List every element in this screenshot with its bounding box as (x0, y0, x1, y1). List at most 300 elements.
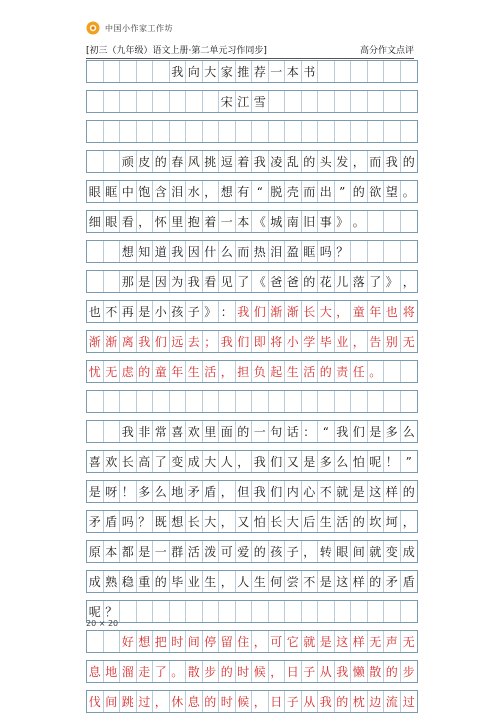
grid-cell: 因 (153, 271, 170, 292)
grid-cell: 大 (203, 61, 220, 82)
grid-cell: 生 (186, 361, 203, 382)
grid-cell (87, 241, 104, 262)
grid-cell: 们 (153, 331, 170, 352)
grid-cell: 的 (203, 691, 220, 712)
grid-cell: ： (219, 301, 236, 322)
grid-cell: 们 (269, 451, 286, 472)
grid-cell: 而 (302, 181, 319, 202)
grid-cell: 头 (318, 151, 335, 172)
grid-cell: 变 (170, 451, 187, 472)
grid-row (86, 450, 418, 473)
grid-cell: 矛 (87, 511, 104, 532)
grid-cell: 从 (302, 691, 319, 712)
grid-row (86, 180, 418, 203)
grid-cell: 的 (236, 421, 253, 442)
grid-cell: 脱 (269, 181, 286, 202)
grid-cell: 成 (87, 571, 104, 592)
grid-cell: 边 (368, 691, 385, 712)
grid-cell: 着 (203, 211, 220, 232)
grid-cell: 好 (120, 631, 137, 652)
grid-cell: 声 (384, 631, 401, 652)
grid-cell: 逗 (219, 151, 236, 172)
grid-cell: 都 (120, 541, 137, 562)
grid-cell: 一 (269, 61, 286, 82)
header-left: [初三（九年级）语文上册·第二单元习作同步] (86, 45, 267, 56)
grid-cell: 着 (236, 151, 253, 172)
grid-cell: 那 (120, 271, 137, 292)
grid-cell (368, 61, 385, 82)
grid-cell: 长 (120, 451, 137, 472)
grid-cell: 地 (170, 481, 187, 502)
grid-cell: 而 (236, 241, 253, 262)
grid-cell: 是 (87, 481, 104, 502)
grid-cell: 而 (368, 151, 385, 172)
grid-row (86, 120, 418, 143)
grid-cell: 壳 (285, 181, 302, 202)
grid-cell (318, 91, 335, 112)
grid-cell: ， (302, 541, 319, 562)
grid-cell: 学 (302, 331, 319, 352)
grid-cell: 》 (384, 271, 401, 292)
grid-cell (318, 601, 335, 622)
grid-cell (285, 391, 302, 412)
grid-cell: 什 (203, 241, 220, 262)
grid-cell (401, 391, 418, 412)
grid-cell: 就 (368, 541, 385, 562)
grid-cell: 了 (153, 451, 170, 472)
grid-cell: 见 (219, 271, 236, 292)
grid-cell: ， (219, 571, 236, 592)
grid-cell: 心 (302, 481, 319, 502)
grid-cell: 长 (302, 301, 319, 322)
grid-cell (384, 391, 401, 412)
grid-cell: 为 (170, 271, 187, 292)
grid-cell: ， (153, 691, 170, 712)
grid-cell: 我 (252, 151, 269, 172)
grid-cell: 想 (137, 631, 154, 652)
grid-cell (153, 121, 170, 142)
grid-cell (302, 391, 319, 412)
grid-cell: 一 (252, 421, 269, 442)
grid-row (86, 510, 418, 533)
grid-cell: 盾 (402, 575, 415, 589)
grid-cell: 多 (384, 421, 401, 442)
grid-cell (351, 121, 368, 142)
grid-cell: 我 (335, 421, 352, 442)
grid-cell: 可 (219, 541, 236, 562)
grid-cell: ？ (137, 511, 154, 532)
grid-cell: 是 (137, 301, 154, 322)
grid-row (86, 360, 418, 383)
grid-cell (318, 121, 335, 142)
grid-cell: 有 (236, 181, 253, 202)
grid-cell (137, 391, 154, 412)
grid-cell: 爸 (269, 271, 286, 292)
grid-cell (186, 121, 203, 142)
grid-cell (87, 271, 104, 292)
grid-cell: 就 (302, 631, 319, 652)
grid-row (86, 90, 418, 113)
grid-cell: ？ (104, 601, 121, 622)
grid-cell: 候 (252, 661, 269, 682)
grid-cell: 过 (402, 695, 415, 709)
grid-cell: 凌 (269, 151, 286, 172)
grid-cell (252, 391, 269, 412)
grid-cell (137, 121, 154, 142)
grid-cell: 责 (335, 361, 352, 382)
grid-cell (87, 121, 104, 142)
grid-cell (236, 601, 253, 622)
grid-cell: ！ (120, 481, 137, 502)
grid-cell: 风 (186, 151, 203, 172)
grid-cell: 的 (351, 511, 368, 532)
grid-cell (137, 61, 154, 82)
grid-cell: 毕 (170, 571, 187, 592)
grid-cell: ， (219, 361, 236, 382)
grid-cell: 皮 (137, 151, 154, 172)
grid-cell: 《 (252, 211, 269, 232)
grid-cell: 无 (368, 631, 385, 652)
grid-cell (269, 601, 286, 622)
grid-cell (120, 91, 137, 112)
grid-cell (137, 91, 154, 112)
grid-cell: 间 (104, 691, 121, 712)
grid-cell: 么 (402, 425, 415, 439)
grid-cell: 眶 (302, 241, 319, 262)
grid-cell: 无 (104, 361, 121, 382)
grid-cell: 转 (318, 541, 335, 562)
grid-cell: 里 (170, 211, 187, 232)
grid-cell (269, 121, 286, 142)
grid-cell (203, 121, 220, 142)
grid-row (86, 240, 418, 263)
grid-cell: 雪 (252, 91, 269, 112)
grid-cell: 业 (335, 331, 352, 352)
grid-cell: 看 (120, 211, 137, 232)
grid-cell: ， (269, 661, 286, 682)
grid-cell (401, 61, 418, 82)
grid-cell: 年 (368, 301, 385, 322)
grid-cell: 多 (137, 481, 154, 502)
grid-cell: 枕 (351, 691, 368, 712)
grid-cell: 顽 (120, 151, 137, 172)
grid-cell: 怕 (252, 511, 269, 532)
grid-cell: ， (252, 631, 269, 652)
grid-cell: 宋 (219, 91, 236, 112)
grid-cell: 子 (285, 691, 302, 712)
grid-cell (219, 601, 236, 622)
grid-cell (351, 241, 368, 262)
grid-cell: 含 (153, 181, 170, 202)
grid-cell: 的 (402, 155, 415, 169)
grid-cell: 息 (87, 661, 104, 682)
grid-cell: 样 (351, 571, 368, 592)
grid-cell: 的 (351, 181, 368, 202)
grid-cell: 是 (318, 571, 335, 592)
grid-cell: 泪 (269, 241, 286, 262)
grid-cell: ！ (384, 451, 401, 472)
grid-cell: 荐 (252, 61, 269, 82)
grid-cell: 孩 (170, 301, 187, 322)
grid-cell: 流 (384, 691, 401, 712)
grid-cell: 的 (318, 361, 335, 382)
grid-cell (318, 61, 335, 82)
grid-cell (104, 241, 121, 262)
grid-cell: 我 (186, 271, 203, 292)
grid-cell: 日 (269, 691, 286, 712)
grid-cell: 这 (335, 571, 352, 592)
grid-row (86, 390, 418, 413)
grid-cell: 喜 (87, 451, 104, 472)
grid-cell (368, 121, 385, 142)
grid-cell: 远 (170, 331, 187, 352)
grid-cell: 们 (351, 421, 368, 442)
grid-cell: 也 (384, 301, 401, 322)
grid-cell: ” (335, 181, 352, 202)
grid-cell: 道 (153, 241, 170, 262)
grid-cell (104, 271, 121, 292)
grid-cell: 年 (170, 361, 187, 382)
grid-cell: 眼 (335, 541, 352, 562)
grid-cell: 忧 (87, 361, 104, 382)
grid-cell: 出 (318, 181, 335, 202)
grid-row (86, 210, 418, 233)
grid-cell: ， (402, 275, 415, 289)
grid-cell: 任 (351, 361, 368, 382)
grid-cell: 我 (252, 451, 269, 472)
grid-cell: 爱 (236, 541, 253, 562)
grid-cell: 息 (186, 691, 203, 712)
grid-cell: 高 (137, 451, 154, 472)
grid-cell: 子 (186, 301, 203, 322)
grid-cell: 面 (219, 421, 236, 442)
header-rule (86, 58, 414, 59)
grid-cell (384, 91, 401, 112)
grid-cell: 童 (153, 361, 170, 382)
grid-cell (170, 121, 187, 142)
grid-cell: 城 (269, 211, 286, 232)
grid-row (86, 690, 418, 713)
grid-cell: 生 (252, 571, 269, 592)
grid-cell: 大 (203, 451, 220, 472)
grid-row (86, 150, 418, 173)
grid-cell: 成 (402, 545, 415, 559)
grid-cell: 是 (368, 421, 385, 442)
grid-cell (302, 121, 319, 142)
grid-cell: 盾 (203, 481, 220, 502)
grid-cell: 书 (302, 61, 319, 82)
grid-cell: 是 (302, 451, 319, 472)
grid-cell: 子 (302, 661, 319, 682)
grid-cell: 童 (351, 301, 368, 322)
grid-cell: 候 (236, 691, 253, 712)
grid-cell: ， (236, 451, 253, 472)
grid-cell: 因 (186, 241, 203, 262)
grid-cell: 么 (219, 241, 236, 262)
grid-cell: 间 (186, 631, 203, 652)
grid-cell (252, 601, 269, 622)
grid-cell: 中 (120, 181, 137, 202)
grid-cell: 盈 (285, 241, 302, 262)
grid-cell (368, 211, 385, 232)
grid-cell: 走 (137, 661, 154, 682)
grid-cell (203, 391, 220, 412)
grid-cell: 是 (351, 481, 368, 502)
grid-cell: 将 (402, 305, 415, 319)
grid-cell: 坷 (384, 511, 401, 532)
grid-cell: 本 (104, 541, 121, 562)
grid-cell: 又 (236, 511, 253, 532)
grid-cell (302, 91, 319, 112)
grid-cell: 热 (252, 241, 269, 262)
grid-cell: ， (351, 151, 368, 172)
grid-cell: 花 (318, 271, 335, 292)
grid-cell: 儿 (335, 271, 352, 292)
grid-cell: 话 (285, 421, 302, 442)
grid-cell (368, 601, 385, 622)
grid-cell: 望 (384, 181, 401, 202)
grid-cell: 我 (170, 61, 187, 82)
grid-cell: 别 (384, 331, 401, 352)
grid-cell (384, 121, 401, 142)
grid-cell: 春 (170, 151, 187, 172)
grid-cell: 但 (236, 481, 253, 502)
grid-cell: 想 (170, 511, 187, 532)
grid-cell: 。 (402, 185, 415, 199)
grid-cell: 即 (252, 331, 269, 352)
grid-cell: 了 (236, 271, 253, 292)
grid-cell (368, 241, 385, 262)
grid-cell (104, 151, 121, 172)
grid-cell: 》 (335, 211, 352, 232)
grid-cell (104, 61, 121, 82)
grid-cell: 本 (236, 211, 253, 232)
grid-cell: 样 (351, 631, 368, 652)
grid-cell: 变 (384, 541, 401, 562)
grid-cell: 内 (285, 481, 302, 502)
grid-cell: 时 (219, 691, 236, 712)
grid-cell: 的 (302, 151, 319, 172)
grid-row (86, 330, 418, 353)
grid-cell (401, 601, 418, 622)
grid-row (86, 420, 418, 443)
grid-cell (87, 391, 104, 412)
grid-cell: 活 (203, 361, 220, 382)
grid-cell: 里 (203, 421, 220, 442)
grid-cell: ， (219, 481, 236, 502)
grid-cell (170, 91, 187, 112)
grid-cell: 负 (252, 361, 269, 382)
grid-cell (104, 421, 121, 442)
grid-cell (104, 631, 121, 652)
grid-cell: 的 (384, 661, 401, 682)
grid-cell: 步 (203, 661, 220, 682)
grid-row (86, 570, 418, 593)
grid-cell (153, 61, 170, 82)
grid-cell (153, 601, 170, 622)
grid-row (86, 600, 418, 623)
grid-cell: 我 (170, 241, 187, 262)
grid-cell: 不 (104, 301, 121, 322)
grid-cell: 旧 (302, 211, 319, 232)
grid-row (86, 630, 418, 653)
grid-cell: 可 (269, 631, 286, 652)
grid-cell: 不 (318, 481, 335, 502)
grid-cell: 我 (335, 661, 352, 682)
grid-cell: 矛 (186, 481, 203, 502)
grid-cell: ， (351, 331, 368, 352)
grid-cell: 水 (186, 181, 203, 202)
grid-cell: 爸 (285, 271, 302, 292)
grid-cell: 散 (186, 661, 203, 682)
grid-cell: 我 (219, 331, 236, 352)
grid-cell: ； (203, 331, 220, 352)
grid-row (86, 660, 418, 683)
grid-cell: 非 (137, 421, 154, 442)
grid-cell: 又 (285, 451, 302, 472)
grid-cell: 既 (153, 511, 170, 532)
grid-cell: 无 (402, 335, 415, 349)
grid-cell: 的 (302, 271, 319, 292)
grid-cell: 从 (318, 661, 335, 682)
grid-cell: 离 (120, 331, 137, 352)
grid-cell: 多 (318, 451, 335, 472)
grid-cell: 过 (137, 691, 154, 712)
grid-cell: 一 (219, 211, 236, 232)
grid-cell (384, 361, 401, 382)
header-right: 高分作文点评 (359, 45, 414, 56)
grid-cell (219, 121, 236, 142)
sun-logo-icon (86, 21, 100, 35)
grid-cell: 人 (236, 571, 253, 592)
grid-cell: 们 (236, 331, 253, 352)
grid-cell: 成 (186, 451, 203, 472)
grid-cell: 常 (153, 421, 170, 442)
page-header (86, 42, 414, 56)
grid-cell (368, 91, 385, 112)
grid-cell: 熟 (104, 571, 121, 592)
grid-cell: 担 (236, 361, 253, 382)
grid-cell (285, 91, 302, 112)
grid-cell: 欢 (186, 421, 203, 442)
grid-cell (335, 91, 352, 112)
brand-name: 中国小作家工作坊 (105, 23, 173, 33)
grid-cell: 眶 (104, 181, 121, 202)
grid-cell: 活 (335, 511, 352, 532)
grid-cell: 间 (351, 541, 368, 562)
grid-cell (335, 61, 352, 82)
essay-grid (86, 60, 418, 720)
grid-cell (120, 121, 137, 142)
grid-cell (87, 421, 104, 442)
grid-cell: 虑 (120, 361, 137, 382)
grid-row (86, 480, 418, 503)
grid-cell: 矛 (384, 571, 401, 592)
grid-cell: 们 (252, 301, 269, 322)
grid-cell (368, 391, 385, 412)
grid-cell: 长 (269, 511, 286, 532)
grid-cell: 怀 (153, 211, 170, 232)
grid-cell: 懒 (351, 661, 368, 682)
grid-cell: 落 (351, 271, 368, 292)
grid-cell: 呢 (368, 451, 385, 472)
grid-cell (236, 121, 253, 142)
grid-cell: 尝 (285, 571, 302, 592)
grid-cell: 泪 (170, 181, 187, 202)
grid-row (86, 60, 418, 83)
grid-cell: 就 (335, 481, 352, 502)
grid-cell (120, 391, 137, 412)
